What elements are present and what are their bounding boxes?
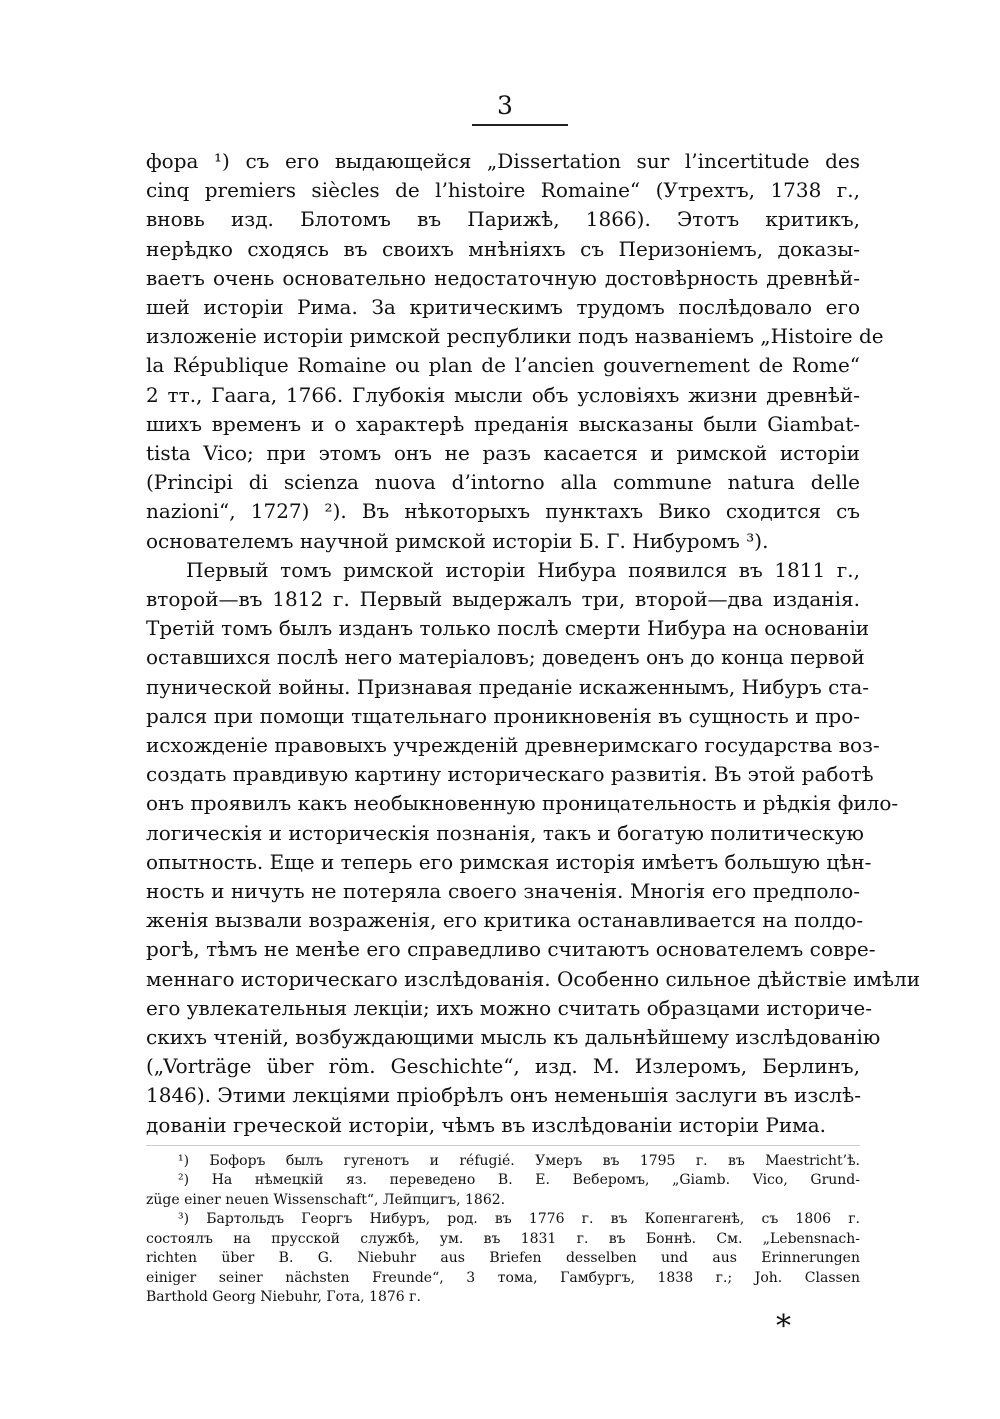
text-line: шей исторіи Рима. За критическимъ трудомъ послѣдовало его [146, 295, 860, 319]
text-line: пунической войны. Признавая преданіе искаженнымъ, Нибуръ ста- [146, 674, 870, 699]
text-line: ваетъ очень основательно недостаточную достовѣрность древнѣй- [146, 265, 860, 290]
text-line: меннаго историческаго изслѣдованія. Особенно сильное дѣйствіе имѣли [146, 966, 921, 991]
page-number: 3 [497, 91, 513, 120]
text-line: дованіи греческой исторіи, чѣмъ въ изслѣдованіи исторіи Рима. [146, 1112, 827, 1137]
text-line: опытность. Еще и теперь его римская исторія имѣетъ большую цѣн- [146, 849, 872, 874]
text-line: основателемъ научной римской исторіи Б. Г. Нибуромъ ³). [146, 528, 769, 553]
text-line: вновь изд. Блотомъ въ Парижѣ, 1866). Этотъ критикъ, [146, 207, 860, 232]
footnote-line: ³) Бартольдъ Георгъ Нибуръ, род. въ 1776 г. въ Копенгагенѣ, съ 1806 г. [178, 1211, 860, 1228]
text-line: Третій томъ былъ изданъ только послѣ смерти Нибура на основаніи [146, 616, 870, 641]
text-line: логическія и историческія познанія, такъ и богатую политическую [146, 820, 864, 845]
footnote-line: ¹) Бофоръ былъ гугенотъ и réfugié. Умеръ въ 1795 г. въ Maestricht’ѣ. [178, 1152, 860, 1169]
text-line: ность и ничуть не потеряла своего значенія. Многія его предполо- [146, 879, 860, 903]
text-line: („Vorträge über röm. Geschichte“, изд. М. Излеромъ, Берлинъ, [146, 1054, 860, 1079]
footnote-line: Barthold Georg Niebuhr, Гота, 1876 г. [146, 1289, 421, 1306]
text-line: шихъ временъ и о характерѣ преданія высказаны были Giambat- [146, 411, 860, 436]
footnote-line: состоялъ на прусской службѣ, ум. въ 1831 г. въ Боннѣ. См. „Lebensnach- [146, 1230, 860, 1247]
text-line: онъ проявилъ какъ необыкновенную проницательность и рѣдкія фило- [146, 791, 899, 816]
text-line: Первый томъ римской исторіи Нибура появился въ 1811 г., [186, 557, 860, 582]
footnote-line: ²) На нѣмецкій яз. переведено В. Е. Веберомъ, „Giamb. Vico, Grund- [178, 1172, 860, 1189]
footnote-line: züge einer neuen Wissenschaft“, Лейпцигъ, 1862. [146, 1191, 506, 1208]
text-line: (Principi di scienza nuova d’intorno alla commune natura delle [146, 470, 860, 495]
text-line: исхожденіе правовыхъ учрежденій древнеримскаго государства воз- [146, 733, 880, 757]
text-line: фора ¹) съ его выдающейся „Dissertation sur l’incertitude des [146, 149, 860, 173]
footnote-line: richten über B. G. Niebuhr aus Briefen desselben und aus Erinnerungen [146, 1250, 860, 1267]
text-line: женія вызвали возраженія, его критика останавливается на полдо- [146, 908, 864, 933]
text-line: оставшихся послѣ него матеріаловъ; доведенъ онъ до конца первой [146, 645, 865, 670]
text-line: tista Vico; при этомъ онъ не разъ касается и римской исторіи [146, 441, 860, 465]
text-line: скихъ чтеній, возбуждающими мысль къ дальнѣйшему изслѣдованію [146, 1025, 881, 1049]
footnote-line: einiger seiner nächsten Freunde“, 3 тома, Гамбургъ, 1838 г.; Joh. Classen [146, 1269, 860, 1286]
text-line: nazioni“, 1727) ²). Въ нѣкоторыхъ пунктахъ Вико сходится съ [146, 499, 860, 524]
text-line: рался при помощи тщательнаго проникновенія въ сущность и про- [146, 703, 860, 728]
text-line: cinq premiers siècles de l’histoire Romaine“ (Утрехтъ, 1738 г., [146, 178, 860, 203]
text-line: рогѣ, тѣмъ не менѣе его справедливо считаютъ основателемъ совре- [146, 937, 876, 962]
footnote-rule [146, 1145, 860, 1146]
text-line: нерѣдко сходясь въ своихъ мнѣніяхъ съ Перизоніемъ, доказы- [146, 236, 860, 261]
text-line: 2 тт., Гаага, 1766. Глубокія мысли объ условіяхъ жизни древнѣй- [146, 382, 860, 407]
text-line: 1846). Этими лекціями пріобрѣлъ онъ неменьшія заслуги въ изслѣ- [146, 1083, 861, 1108]
text-line: изложеніе исторіи римской республики подъ названіемъ „Histoire de [146, 324, 884, 349]
text-line: его увлекательныя лекціи; ихъ можно считать образцами историче- [146, 995, 872, 1020]
text-line: создать правдивую картину историческаго развитія. Въ этой работѣ [146, 762, 874, 787]
signature-mark: * [776, 1308, 791, 1344]
text-line: второй—въ 1812 г. Первый выдержалъ три, второй—два изданія. [146, 587, 860, 611]
text-line: la République Romaine ou plan de l’ancien gouvernement de Rome“ [146, 353, 860, 378]
